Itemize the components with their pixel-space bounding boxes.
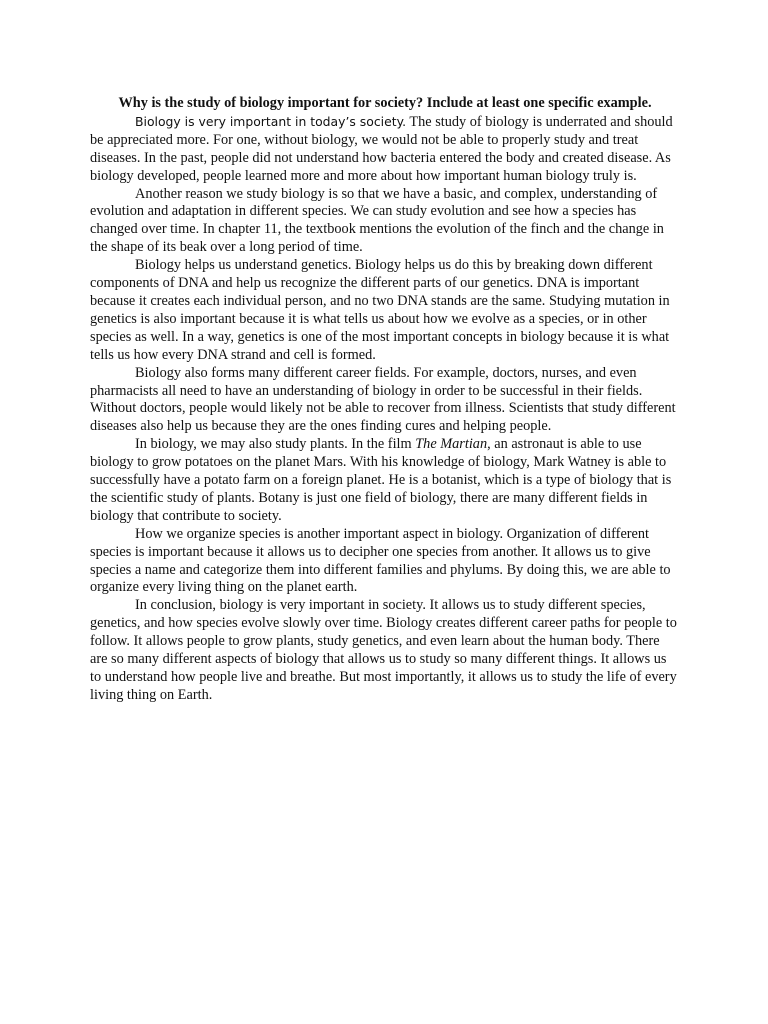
paragraph-lead-sentence: Biology is very important in today’s society. <box>135 113 407 129</box>
paragraph-careers: Biology also forms many different career fields. For example, doctors, nurses, and even pharmacists all need to have an understanding of biology in order to be successful in their fields. Without doctors, people would likely not be able to recover from illness. Scientists that study different diseases also help us because they are the ones finding cures and helping people. <box>90 364 676 435</box>
essay-question-title: Why is the study of biology important for society? Include at least one specific example. <box>118 95 652 111</box>
paragraph-genetics: Biology helps us understand genetics. Biology helps us do this by breaking down different components of DNA and help us recognize the different parts of our genetics. DNA is important because it creates each individual person, and no two DNA stands are the same. Studying mutation in genetics is also important because it is what tells us about how we evolve as a species, or in other species as well. In a way, genetics is one of the most important concepts in biology because it is what tells us how every DNA strand and cell is formed. <box>90 257 670 363</box>
paragraph-evolution: Another reason we study biology is so that we have a basic, and complex, understanding of evolution and adaptation in different species. We can study evolution and see how a species has changed over time. In chapter 11, the textbook mentions the evolution of the finch and the change in the shape of its beak over a long period of time. <box>90 185 664 256</box>
paragraph-introduction <box>90 113 680 186</box>
paragraph-conclusion: In conclusion, biology is very important in society. It allows us to study different species, genetics, and how species evolve slowly over time. Biology creates different career paths for people to follow. It allows people to grow plants, study genetics, and even learn about the human body. There are so many different aspects of biology that allows us to study so many different things. It allows us to understand how people live and breathe. But most importantly, it allows us to study the life of every living thing on Earth. <box>90 597 677 703</box>
paragraph-plants <box>90 436 680 526</box>
paragraph-body: The study of biology is underrated and should be appreciated more. For one, without biology, we would not be able to properly study and treat diseases. In the past, people did not understand how bacteria entered the body and created disease. As biology developed, people learned more and more about how important human biology truly is. <box>90 113 673 184</box>
paragraph-body-start: In biology, we may also study plants. In the film <box>135 436 416 453</box>
film-title: The Martian <box>415 436 488 453</box>
paragraph-body-end: , an astronaut is able to use biology to grow potatoes on the planet Mars. With his knowledge of biology, Mark Watney is able to successfully have a potato farm on a foreign planet. He is a botanist, which is a type of biology that is the scientific study of plants. Botany is just one field of biology, there are many different fields in biology that contribute to society. <box>90 436 672 524</box>
essay-page <box>90 95 680 705</box>
paragraph-organization: How we organize species is another important aspect in biology. Organization of different species is important because it allows us to decipher one species from another. It allows us to give species a name and categorize them into different families and phylums. By doing this, we are able to organize every living thing on the planet earth. <box>90 525 671 596</box>
